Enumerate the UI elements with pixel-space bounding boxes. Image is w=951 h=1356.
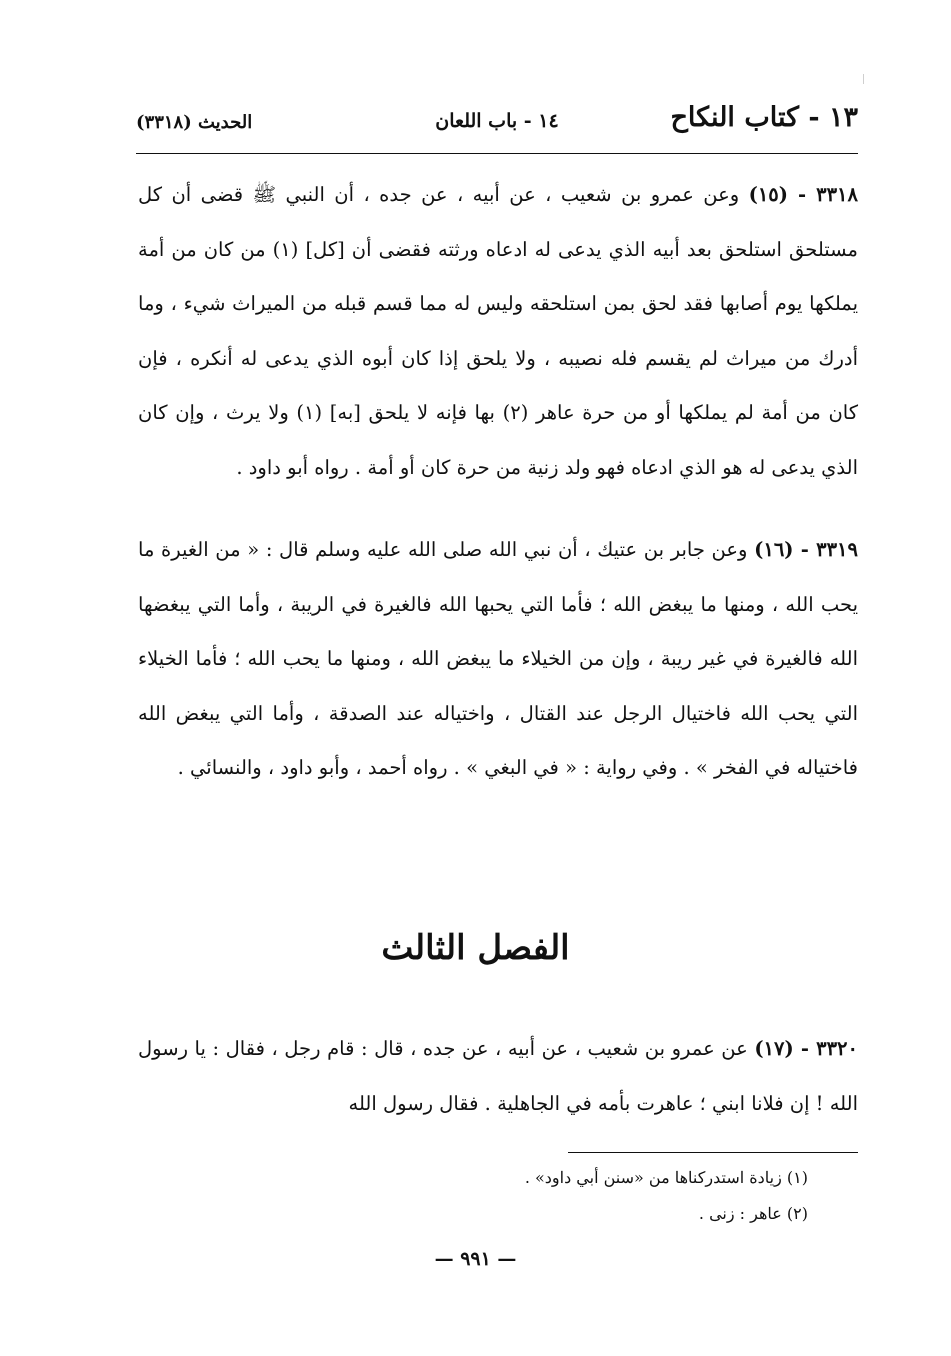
hadith-number: ٣٣١٩ - (١٦)	[754, 538, 858, 561]
hadith-paragraph	[138, 523, 858, 796]
hadith-text: وعن جابر بن عتيك ، أن نبي الله صلى الله عليه وسلم قال : « من الغيرة ما يحب الله ، ومنها ما يبغض الله ؛ فأما التي يحبها الله فالغيرة في الريبة ، وأما التي يبغضها الله فالغيرة في غير ريبة ، وإن من الخيلاء ما يبغض الله ، ومنها ما يحب الله ؛ فأما الخيلاء التي يحب الله فاختيال الرجل عند القتال ، واختياله عند الصدقة ، وأما التي يبغض الله فاختياله في الفخر » . وفي رواية : « في البغي » . رواه أحمد ، وأبو داود ، والنسائي .	[138, 538, 858, 779]
section-heading: الفصل الثالث	[381, 928, 570, 968]
hadith-text: وعن عمرو بن شعيب ، عن أبيه ، عن جده ، أن النبي ﷺ قضى أن كل مستلحق استلحق بعد أبيه الذي يدعى له ادعاه ورثته فقضى أن [كل] (١) من كان من أمة يملكها يوم أصابها فقد لحق بمن استلحقه وليس له مما قسم قبله من الميراث شيء ، وما أدرك من ميراث لم يقسم فله نصيبه ، ولا يلحق إذا كان أبوه الذي يدعى له أنكره ، فإن كان من أمة لم يملكها أو من حرة عاهر (٢) بها فإنه لا يلحق [به] (١) ولا يرث ، وإن كان الذي يدعى له هو الذي ادعاه فهو ولد زنية من حرة كان أو أمة . رواه أبو داود .	[138, 183, 859, 479]
header-divider	[136, 153, 858, 154]
hadith-paragraph	[138, 168, 858, 495]
hadith-number: ٣٣١٨ - (١٥)	[748, 183, 859, 206]
hadith-paragraph	[138, 1022, 858, 1131]
footnote-divider	[568, 1152, 858, 1153]
footnotes	[300, 1160, 808, 1232]
page-header	[136, 102, 858, 152]
hadith-reference: الحديث (٣٣١٨)	[136, 112, 253, 133]
page-number: — ٩٩١ —	[434, 1248, 517, 1270]
chapter-title: ١٣ - كتاب النكاح	[670, 102, 858, 133]
hadith-number: ٣٣٢٠ - (١٧)	[754, 1037, 859, 1060]
scan-mark	[863, 74, 864, 84]
footnote: (١) زيادة استدركناها من «سنن أبي داود» .	[524, 1168, 808, 1187]
section-title-header: ١٤ - باب اللعان	[435, 110, 559, 132]
footnote: (٢) عاهر : زنى .	[698, 1204, 808, 1223]
hadith-text: عن عمرو بن شعيب ، عن أبيه ، عن جده ، قال : قام رجل ، فقال : يا رسول الله ! إن فلانا ابني ؛ عاهرت بأمه في الجاهلية . فقال رسول الله	[138, 1037, 858, 1115]
